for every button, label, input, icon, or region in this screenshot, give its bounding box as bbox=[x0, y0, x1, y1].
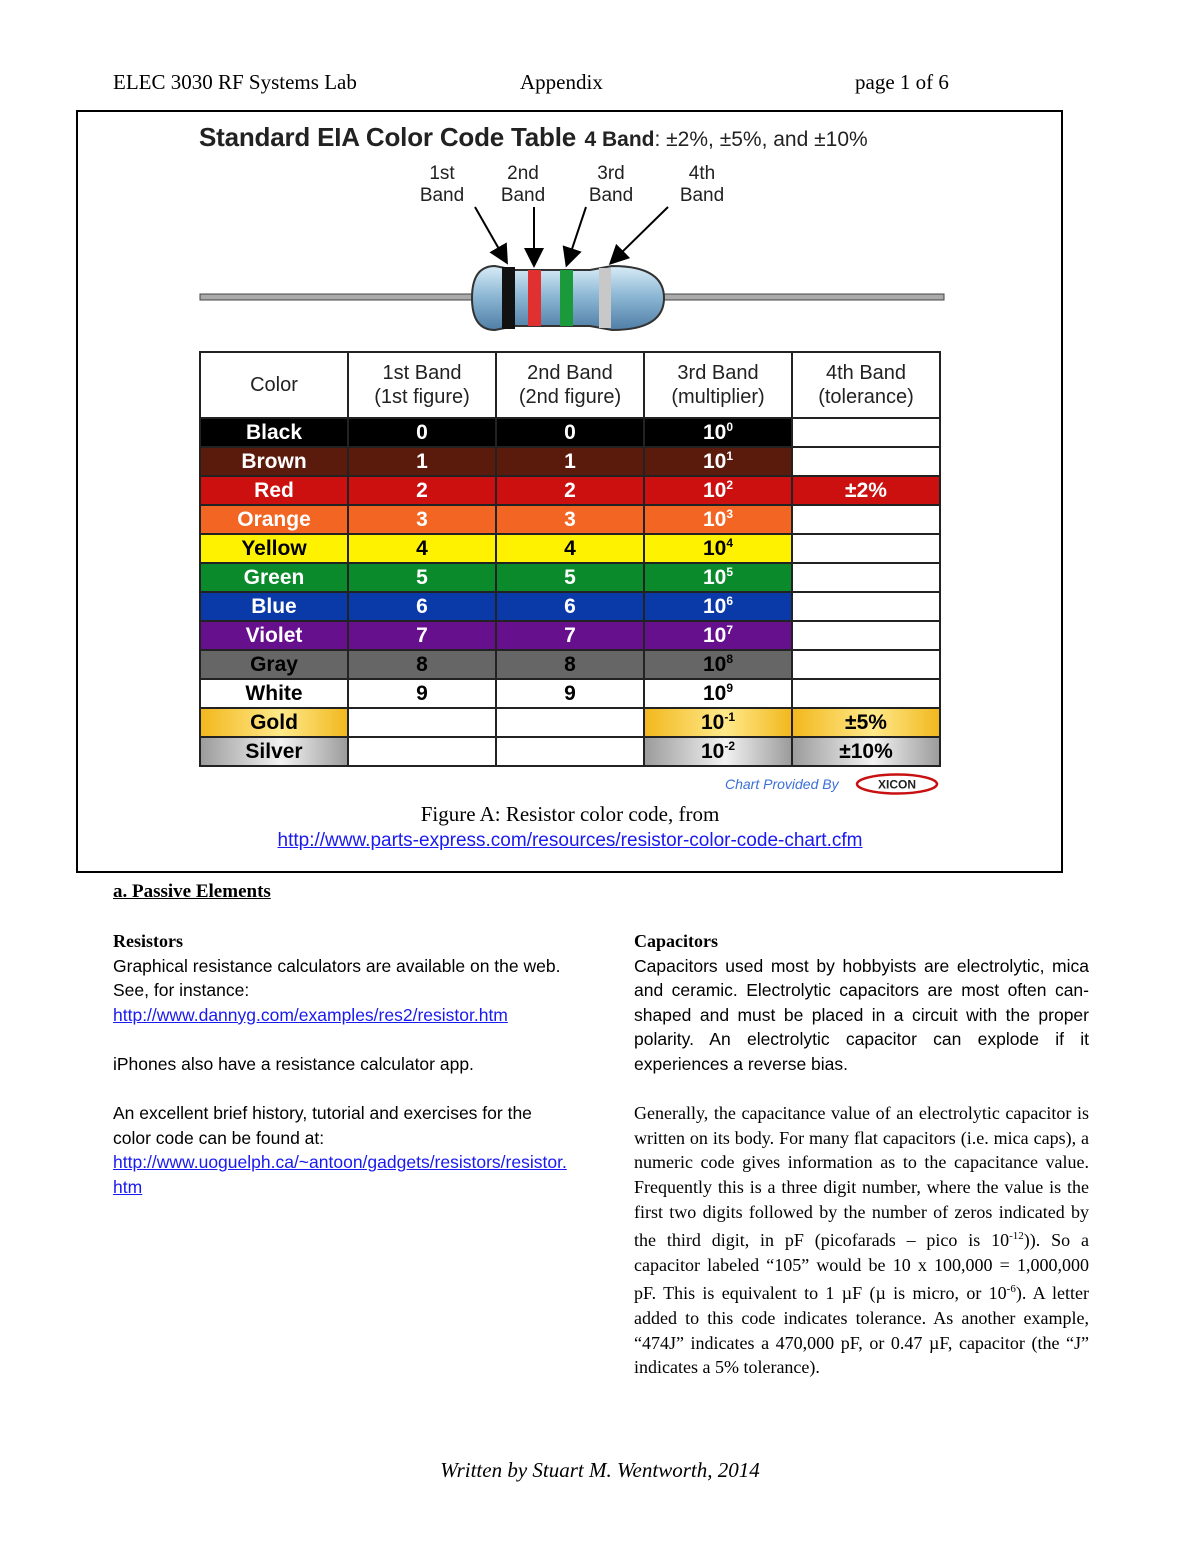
first-figure-cell: 7 bbox=[348, 621, 496, 650]
multiplier-exponent: 5 bbox=[726, 565, 734, 579]
second-figure-cell: 5 bbox=[496, 563, 644, 592]
header-color: Color bbox=[200, 352, 348, 418]
first-figure-cell: 0 bbox=[348, 418, 496, 447]
resistors-paragraph-3: An excellent brief history, tutorial and exercises for the color code can be found at: http://www.uoguelph.ca/~antoon/gadgets/resistors/resistor.htm bbox=[113, 1103, 567, 1197]
band-label-1: 1st Band bbox=[419, 163, 465, 206]
band-label-4: 4th Band bbox=[679, 163, 725, 206]
xicon-logo-text: XICON bbox=[877, 777, 917, 792]
band-label-3: 3rd Band bbox=[588, 163, 634, 206]
tolerance-cell bbox=[792, 621, 940, 650]
tolerance-cell: ±5% bbox=[792, 708, 940, 737]
footer-author: Written by Stuart M. Wentworth, 2014 bbox=[440, 1458, 760, 1482]
multiplier-base: 10 bbox=[702, 450, 727, 473]
multiplier-base: 10 bbox=[702, 537, 727, 560]
table-row bbox=[200, 447, 940, 476]
header-page-number: page 1 of 6 bbox=[855, 70, 949, 94]
second-figure-cell: 8 bbox=[496, 650, 644, 679]
resistors-column bbox=[113, 929, 568, 1224]
table-row bbox=[200, 621, 940, 650]
second-figure-cell bbox=[496, 737, 644, 766]
color-name-cell: Silver bbox=[200, 737, 348, 766]
multiplier-base: 10 bbox=[702, 508, 727, 531]
second-figure-cell: 7 bbox=[496, 621, 644, 650]
second-figure-cell: 3 bbox=[496, 505, 644, 534]
capacitors-column bbox=[634, 929, 1089, 1404]
multiplier-exponent: 3 bbox=[726, 507, 734, 521]
tolerance-cell: ±10% bbox=[792, 737, 940, 766]
multiplier-base: 10 bbox=[702, 682, 727, 705]
resistor-band-4 bbox=[599, 268, 611, 328]
multiplier-base: 10 bbox=[700, 711, 725, 734]
band-arrow-3 bbox=[569, 207, 586, 258]
table-row bbox=[200, 476, 940, 505]
multiplier-base: 10 bbox=[702, 653, 727, 676]
header-second-band: 2nd Band (2nd figure) bbox=[496, 352, 644, 418]
table-row bbox=[200, 708, 940, 737]
table-row bbox=[200, 534, 940, 563]
tolerance-cell bbox=[792, 650, 940, 679]
multiplier-cell bbox=[644, 505, 792, 534]
color-name-cell: White bbox=[200, 679, 348, 708]
title-band-count: 4 Band bbox=[584, 128, 655, 151]
first-figure-cell: 3 bbox=[348, 505, 496, 534]
capacitors-heading: Capacitors bbox=[634, 931, 718, 951]
color-name-cell: Violet bbox=[200, 621, 348, 650]
tolerance-cell: ±2% bbox=[792, 476, 940, 505]
figure-source-link[interactable]: http://www.parts-express.com/resources/resistor-color-code-chart.cfm bbox=[277, 830, 863, 851]
capacitors-paragraph-1: Capacitors used most by hobbyists are electrolytic, mica and ceramic. Electrolytic capacitors are most often can-shaped and must be placed in a circuit with the proper polarity. An electrolytic capacitor can explode if it experiences a reverse bias. bbox=[634, 955, 1089, 1074]
resistors-heading: Resistors bbox=[113, 931, 183, 951]
multiplier-exponent: 7 bbox=[726, 623, 734, 637]
tolerance-cell bbox=[792, 447, 940, 476]
resistor-band-1 bbox=[502, 267, 515, 329]
multiplier-exponent: 1 bbox=[726, 449, 734, 463]
uoguelph-link[interactable]: http://www.uoguelph.ca/~antoon/gadgets/resistors/resistor.htm bbox=[113, 1152, 567, 1197]
resistor-band-3 bbox=[560, 270, 573, 326]
chart-credit: Chart Provided By bbox=[725, 776, 839, 792]
multiplier-exponent: 6 bbox=[726, 594, 734, 608]
color-name-cell: Gray bbox=[200, 650, 348, 679]
multiplier-base: 10 bbox=[702, 566, 727, 589]
tolerance-cell bbox=[792, 534, 940, 563]
first-figure-cell: 4 bbox=[348, 534, 496, 563]
figure-caption: Figure A: Resistor color code, from bbox=[420, 802, 720, 826]
multiplier-cell bbox=[644, 534, 792, 563]
second-figure-cell bbox=[496, 708, 644, 737]
resistors-paragraph-2: iPhones also have a resistance calculator app. bbox=[113, 1053, 474, 1074]
first-figure-cell: 2 bbox=[348, 476, 496, 505]
second-figure-cell: 6 bbox=[496, 592, 644, 621]
band-label-2: 2nd Band bbox=[500, 163, 546, 206]
multiplier-cell bbox=[644, 447, 792, 476]
color-name-cell: Brown bbox=[200, 447, 348, 476]
multiplier-exponent: 0 bbox=[726, 420, 734, 434]
second-figure-cell: 1 bbox=[496, 447, 644, 476]
table-row bbox=[200, 650, 940, 679]
table-row bbox=[200, 563, 940, 592]
tolerance-cell bbox=[792, 563, 940, 592]
first-figure-cell: 9 bbox=[348, 679, 496, 708]
resistors-paragraph-1: Graphical resistance calculators are available on the web. See, for instance: http://www.dannyg.com/examples/res2/resistor.htm bbox=[113, 955, 561, 1025]
multiplier-exponent: 9 bbox=[726, 681, 734, 695]
multiplier-exponent: -1 bbox=[724, 710, 736, 724]
first-figure-cell: 8 bbox=[348, 650, 496, 679]
multiplier-cell bbox=[644, 418, 792, 447]
multiplier-exponent: 2 bbox=[726, 478, 734, 492]
second-figure-cell: 9 bbox=[496, 679, 644, 708]
multiplier-cell bbox=[644, 563, 792, 592]
header-fourth-band: 4th Band (tolerance) bbox=[792, 352, 940, 418]
color-code-table-body bbox=[200, 418, 940, 766]
color-name-cell: Gold bbox=[200, 708, 348, 737]
header-section: Appendix bbox=[520, 70, 603, 94]
color-name-cell: Blue bbox=[200, 592, 348, 621]
first-figure-cell bbox=[348, 708, 496, 737]
first-figure-cell bbox=[348, 737, 496, 766]
table-row bbox=[200, 418, 940, 447]
multiplier-exponent: 8 bbox=[726, 652, 734, 666]
multiplier-base: 10 bbox=[702, 421, 727, 444]
multiplier-base: 10 bbox=[702, 595, 727, 618]
first-figure-cell: 5 bbox=[348, 563, 496, 592]
dannyg-link[interactable]: http://www.dannyg.com/examples/res2/resistor.htm bbox=[113, 1004, 508, 1025]
resistor-band-2 bbox=[528, 270, 541, 326]
capacitors-paragraph-2: Generally, the capacitance value of an electrolytic capacitor is written on its body. For many flat capacitors (i.e. mica caps), a numeric code gives information as to the capacitance value. Frequently this is a three digit number, where the value is the first two digits followed by the number of zeros indicated by the third digit, in pF (picofarads – pico is $10^{-12}$)). So a capacitor labeled “105” would be 10 x 100,000 = 1,000,000 pF. This is equivalent to 1 µF (µ is micro, or $10^{-6}$). A letter added to this code indicates tolerance. As another example, “474J” indicates a 470,000 pF, or 0.47 µF, capacitor (the “J” indicates a 5% tolerance). bbox=[634, 1103, 1089, 1378]
table-row bbox=[200, 679, 940, 708]
multiplier-cell bbox=[644, 592, 792, 621]
tolerance-cell bbox=[792, 592, 940, 621]
multiplier-cell bbox=[644, 708, 792, 737]
color-code-title-main: Standard EIA Color Code Table bbox=[199, 122, 577, 152]
header-third-band: 3rd Band (multiplier) bbox=[644, 352, 792, 418]
tolerance-cell bbox=[792, 418, 940, 447]
tolerance-cell bbox=[792, 505, 940, 534]
color-name-cell: Red bbox=[200, 476, 348, 505]
multiplier-cell bbox=[644, 650, 792, 679]
tolerance-cell bbox=[792, 679, 940, 708]
multiplier-cell bbox=[644, 621, 792, 650]
multiplier-base: 10 bbox=[702, 624, 727, 647]
section-title: a. Passive Elements bbox=[113, 881, 271, 902]
color-name-cell: Yellow bbox=[200, 534, 348, 563]
color-name-cell: Black bbox=[200, 418, 348, 447]
multiplier-exponent: 4 bbox=[726, 536, 734, 550]
multiplier-cell bbox=[644, 737, 792, 766]
color-name-cell: Green bbox=[200, 563, 348, 592]
title-tolerances: : ±2%, ±5%, and ±10% bbox=[654, 128, 868, 151]
multiplier-cell bbox=[644, 679, 792, 708]
second-figure-cell: 0 bbox=[496, 418, 644, 447]
multiplier-exponent: -2 bbox=[724, 739, 736, 753]
multiplier-base: 10 bbox=[702, 479, 727, 502]
band-arrow-4 bbox=[616, 207, 668, 258]
xicon-logo bbox=[855, 773, 939, 795]
header-first-band: 1st Band (1st figure) bbox=[348, 352, 496, 418]
table-row bbox=[200, 505, 940, 534]
multiplier-cell bbox=[644, 476, 792, 505]
color-code-table bbox=[199, 351, 941, 767]
table-row bbox=[200, 737, 940, 766]
second-figure-cell: 4 bbox=[496, 534, 644, 563]
color-name-cell: Orange bbox=[200, 505, 348, 534]
table-header-row bbox=[200, 352, 940, 418]
first-figure-cell: 1 bbox=[348, 447, 496, 476]
resistor-illustration bbox=[0, 0, 1200, 360]
band-arrow-1 bbox=[475, 207, 503, 256]
header-course: ELEC 3030 RF Systems Lab bbox=[113, 70, 357, 94]
table-row bbox=[200, 592, 940, 621]
multiplier-base: 10 bbox=[700, 740, 725, 763]
first-figure-cell: 6 bbox=[348, 592, 496, 621]
second-figure-cell: 2 bbox=[496, 476, 644, 505]
